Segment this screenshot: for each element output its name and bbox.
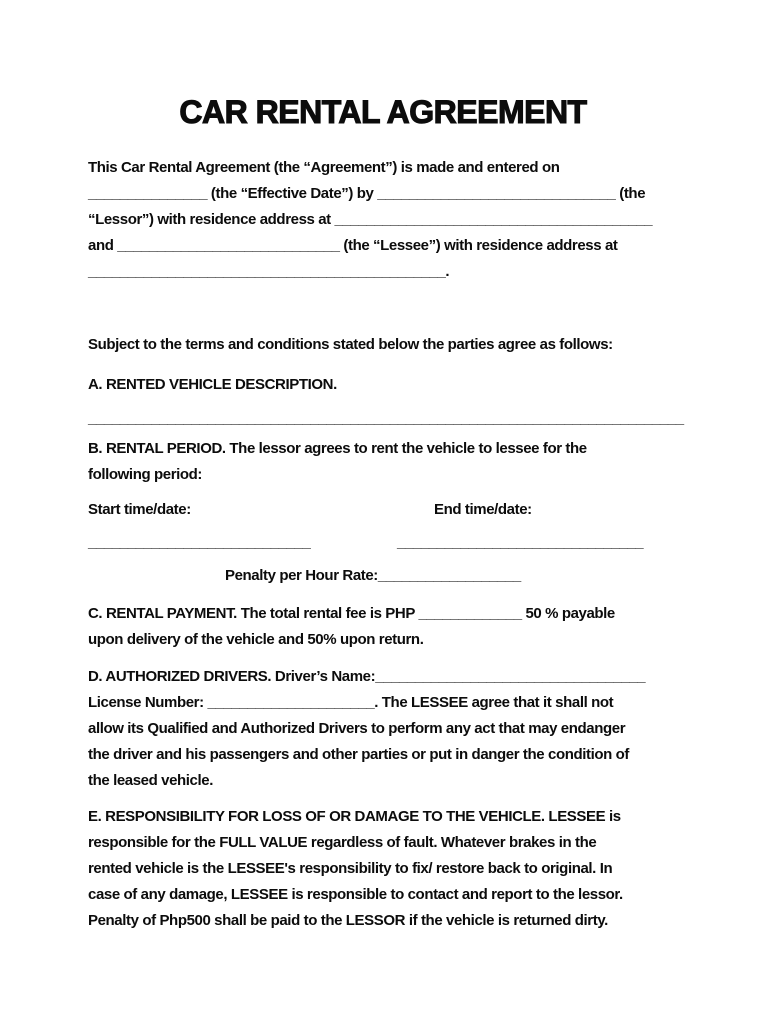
section-d-line: the leased vehicle. <box>88 772 213 789</box>
section-d-paragraph <box>88 664 678 794</box>
section-e-line: case of any damage, LESSEE is responsible to contact and report to the lessor. <box>88 886 623 903</box>
end-date-blank-line: _______________________________ <box>397 534 644 551</box>
section-b-line: following period: <box>88 466 203 483</box>
start-date-label: Start time/date: <box>88 501 191 518</box>
section-e-line: rented vehicle is the LESSEE's responsibility to fix/ restore back to original. In <box>88 860 613 877</box>
penalty-rate-line <box>225 563 678 589</box>
section-e-line: responsible for the FULL VALUE regardless of fault. Whatever brakes in the <box>88 834 597 851</box>
section-a-heading-text: A. RENTED VEHICLE DESCRIPTION. <box>88 376 337 393</box>
intro-line: _____________________________________________. <box>88 263 450 280</box>
intro-paragraph <box>88 155 678 285</box>
intro-line: This Car Rental Agreement (the “Agreement”) is made and entered on <box>88 159 560 176</box>
section-d-line: D. AUTHORIZED DRIVERS. Driver’s Name:__________________________________ <box>88 668 646 685</box>
vehicle-description-blank-line <box>88 406 684 432</box>
terms-lead-in-text: Subject to the terms and conditions stated below the parties agree as follows: <box>88 336 613 353</box>
section-e-line: E. RESPONSIBILITY FOR LOSS OF OR DAMAGE TO THE VEHICLE. LESSEE is <box>88 808 621 825</box>
section-b-paragraph <box>88 436 678 488</box>
end-date-label: End time/date: <box>434 501 532 518</box>
section-d-line: License Number: _____________________. The LESSEE agree that it shall not <box>88 694 614 711</box>
section-b-line: B. RENTAL PERIOD. The lessor agrees to rent the vehicle to lessee for the <box>88 440 587 457</box>
rental-period-blanks-row <box>88 530 678 556</box>
section-e-line: Penalty of Php500 shall be paid to the LESSOR if the vehicle is returned dirty. <box>88 912 608 929</box>
section-e-paragraph <box>88 804 678 934</box>
section-c-line: upon delivery of the vehicle and 50% upon return. <box>88 631 424 648</box>
section-c-paragraph <box>88 601 678 653</box>
intro-line: _______________ (the “Effective Date”) by ______________________________ (the <box>88 185 646 202</box>
rental-period-labels-row <box>88 497 678 523</box>
penalty-rate-text: Penalty per Hour Rate:__________________ <box>225 567 521 584</box>
intro-line: “Lessor”) with residence address at ________________________________________ <box>88 211 653 228</box>
start-date-blank-line: ____________________________ <box>88 534 311 551</box>
section-d-line: allow its Qualified and Authorized Drivers to perform any act that may endanger <box>88 720 626 737</box>
blank-fill-line: ___________________________________________________________________________ <box>88 410 684 427</box>
document-title: CAR RENTAL AGREEMENT <box>179 94 587 130</box>
terms-lead-in <box>88 332 678 358</box>
section-d-line: the driver and his passengers and other parties or put in danger the condition of <box>88 746 630 763</box>
section-a-heading <box>88 372 678 398</box>
section-c-line: C. RENTAL PAYMENT. The total rental fee is PHP _____________ 50 % payable <box>88 605 615 622</box>
intro-line: and ____________________________ (the “Lessee”) with residence address at <box>88 237 618 254</box>
